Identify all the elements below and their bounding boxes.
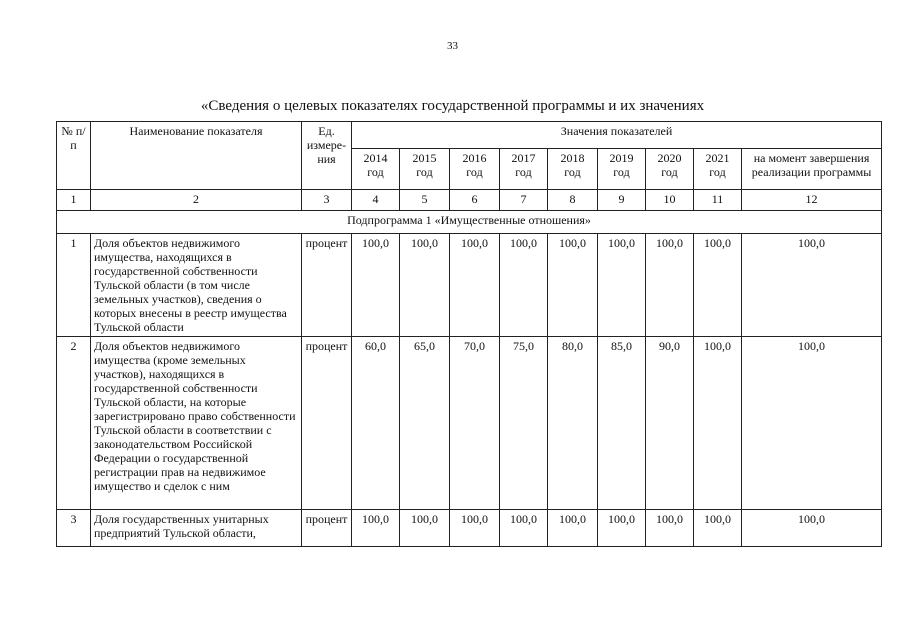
indicators-table xyxy=(56,121,882,547)
subprogram-title: Подпрограмма 1 «Имущественные отношения» xyxy=(57,211,882,234)
header-name: Наименование показателя xyxy=(91,122,302,190)
value-cell: 100,0 xyxy=(450,510,500,547)
value-cell: 100,0 xyxy=(400,234,450,337)
value-cell: 100,0 xyxy=(450,234,500,337)
column-numbers-row xyxy=(57,190,882,211)
header-year: 2016 год xyxy=(450,149,500,190)
column-number: 1 xyxy=(57,190,91,211)
column-number: 11 xyxy=(694,190,742,211)
row-number: 2 xyxy=(57,337,91,510)
row-number: 3 xyxy=(57,510,91,547)
header-number: № п/п xyxy=(57,122,91,190)
value-cell: 100,0 xyxy=(694,234,742,337)
value-cell: 100,0 xyxy=(352,510,400,547)
column-number: 12 xyxy=(742,190,882,211)
value-cell: 100,0 xyxy=(742,510,882,547)
value-cell: 100,0 xyxy=(500,510,548,547)
subprogram-row xyxy=(57,211,882,234)
header-year: 2015 год xyxy=(400,149,450,190)
value-cell: 100,0 xyxy=(352,234,400,337)
value-cell: 70,0 xyxy=(450,337,500,510)
column-number: 7 xyxy=(500,190,548,211)
row-number: 1 xyxy=(57,234,91,337)
header-completion: на момент завершения реализации программы xyxy=(742,149,882,190)
value-cell: 100,0 xyxy=(500,234,548,337)
unit-cell: процент xyxy=(302,510,352,547)
document-title: «Сведения о целевых показателях государственной программы и их значениях xyxy=(200,98,705,114)
indicator-name: Доля государственных унитарных предприятий Тульской области, xyxy=(91,510,302,547)
page-number: 33 xyxy=(447,40,458,52)
value-cell: 100,0 xyxy=(598,510,646,547)
unit-cell: процент xyxy=(302,234,352,337)
column-number: 10 xyxy=(646,190,694,211)
value-cell: 100,0 xyxy=(646,510,694,547)
value-cell: 100,0 xyxy=(548,234,598,337)
value-cell: 100,0 xyxy=(646,234,694,337)
column-number: 2 xyxy=(91,190,302,211)
column-number: 8 xyxy=(548,190,598,211)
value-cell: 60,0 xyxy=(352,337,400,510)
value-cell: 100,0 xyxy=(548,510,598,547)
value-cell: 100,0 xyxy=(742,234,882,337)
header-year: 2017 год xyxy=(500,149,548,190)
value-cell: 65,0 xyxy=(400,337,450,510)
value-cell: 80,0 xyxy=(548,337,598,510)
indicator-name: Доля объектов недвижимого имущества (кроме земельных участков), находящихся в государственной собственности Тульской области, на которые зарегистрировано право собственности Тульской области в соответствии с законодательством Российской Федерации о государственной регистрации прав на недвижимое имущество и сделок с ним xyxy=(91,337,302,510)
value-cell: 90,0 xyxy=(646,337,694,510)
column-number: 9 xyxy=(598,190,646,211)
value-cell: 75,0 xyxy=(500,337,548,510)
header-values: Значения показателей xyxy=(352,122,882,149)
column-number: 4 xyxy=(352,190,400,211)
column-number: 3 xyxy=(302,190,352,211)
column-number: 5 xyxy=(400,190,450,211)
value-cell: 100,0 xyxy=(400,510,450,547)
header-year: 2019 год xyxy=(598,149,646,190)
table-row xyxy=(57,510,882,547)
value-cell: 100,0 xyxy=(598,234,646,337)
header-year: 2014 год xyxy=(352,149,400,190)
header-year: 2020 год xyxy=(646,149,694,190)
value-cell: 100,0 xyxy=(694,510,742,547)
unit-cell: процент xyxy=(302,337,352,510)
header-unit: Ед. измере-ния xyxy=(302,122,352,190)
header-year: 2018 год xyxy=(548,149,598,190)
header-row xyxy=(57,122,882,149)
value-cell: 100,0 xyxy=(742,337,882,510)
indicator-name: Доля объектов недвижимого имущества, находящихся в государственной собственности Тульской области (в том числе земельных участков), сведения о которых внесены в реестр имущества Тульской области xyxy=(91,234,302,337)
table-row xyxy=(57,234,882,337)
value-cell: 85,0 xyxy=(598,337,646,510)
column-number: 6 xyxy=(450,190,500,211)
value-cell: 100,0 xyxy=(694,337,742,510)
table-row xyxy=(57,337,882,510)
header-year: 2021 год xyxy=(694,149,742,190)
